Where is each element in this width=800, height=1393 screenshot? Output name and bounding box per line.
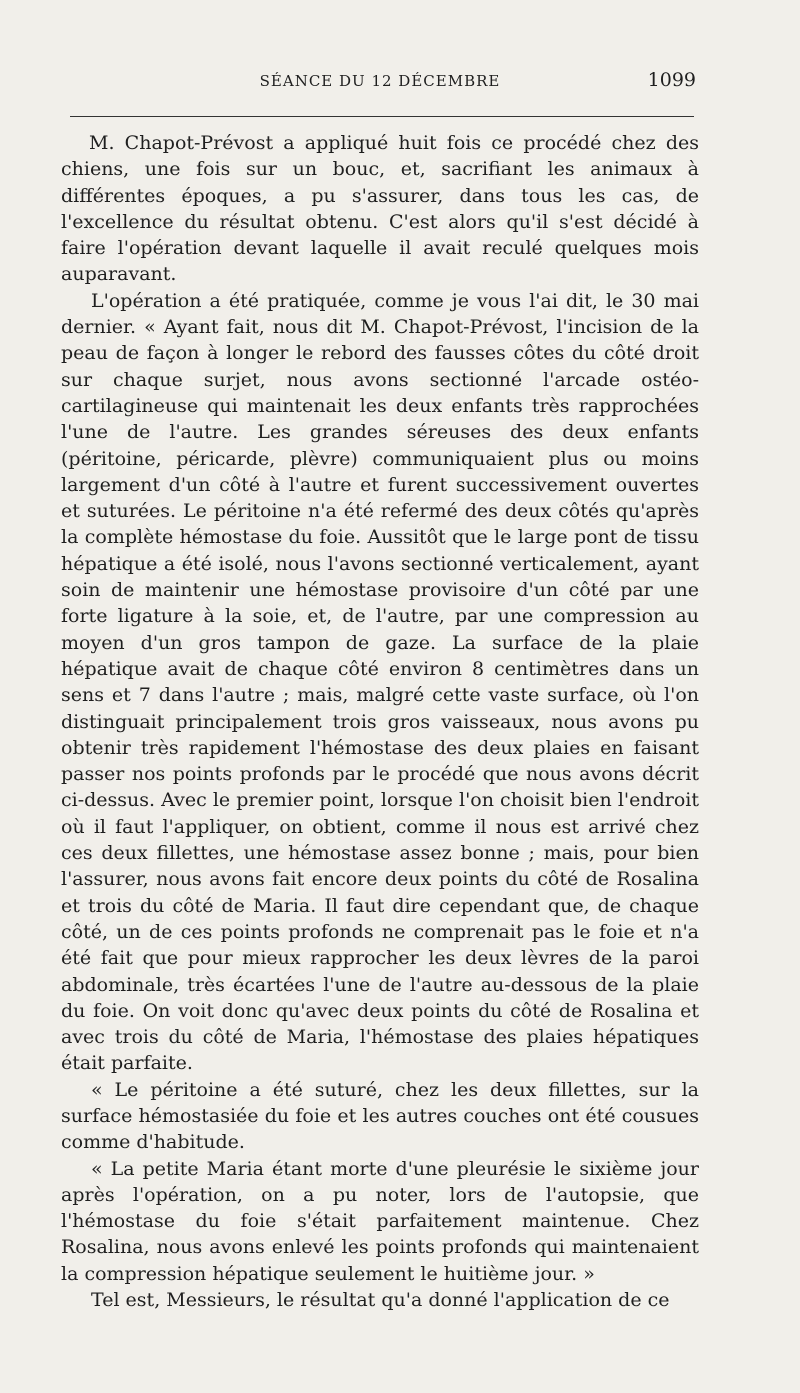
paragraph: L'opération a été pratiquée, comme je vous l'ai dit, le 30 mai dernier. « Ayant fait, nous dit M. Chapot-Prévost, l'incision de la peau de façon à longer le rebord des fausses côtes du côté droit sur chaque surjet, nous avons sectionné l'arcade ostéo-cartilagineuse qui maintenait les deux enfants très rapprochées l'une de l'autre. Les grandes séreuses des deux enfants (péritoine, péricarde, plèvre) communiquaient plus ou moins largement d'un côté à l'autre et furent successivement ouvertes et suturées. Le péritoine n'a été refermé des deux côtés qu'après la complète hémostase du foie. Aussitôt que le large pont de tissu hépatique a été isolé, nous l'avons sectionné verticalement, ayant soin de maintenir une hémostase provisoire d'un côté par une forte ligature à la soie, et, de l'autre, par une compression au moyen d'un gros tampon de gaze. La surface de la plaie hépatique avait de chaque côté environ 8 centimètres dans un sens et 7 dans l'autre ; mais, malgré cette vaste surface, où l'on distinguait principalement trois gros vaisseaux, nous avons pu obtenir très rapidement l'hémostase des deux plaies en faisant passer nos points profonds par le procédé que nous avons décrit ci-dessus. Avec le premier point, lorsque l'on choisit bien l'endroit où il faut l'appliquer, on obtient, comme il nous est arrivé chez ces deux fillettes, une hémostase assez bonne ; mais, pour bien l'assurer, nous avons fait encore deux points du côté de Rosalina et trois du côté de Maria. Il faut dire cependant que, de chaque côté, un de ces points profonds ne comprenait pas le foie et n'a été fait que pour mieux rapprocher les deux lèvres de la paroi abdominale, très écartées l'une de l'autre au-dessous de la plaie du foie. On voit donc qu'avec deux points du côté de Rosalina et avec trois du côté de Maria, l'hémostase des plaies hépatiques était parfaite.: [61, 289, 699, 1075]
body-text: [61, 130, 699, 1313]
running-title: SÉANCE DU 12 DÉCEMBRE: [259, 72, 501, 90]
paragraph: M. Chapot-Prévost a appliqué huit fois ce procédé chez des chiens, une fois sur un bouc, et, sacrifiant les animaux à différentes époques, a pu s'assurer, dans tous les cas, de l'excellence du résultat obtenu. C'est alors qu'il s'est décidé à faire l'opération devant laquelle il avait reculé quelques mois auparavant.: [61, 132, 699, 286]
paragraph: « Le péritoine a été suturé, chez les deux fillettes, sur la surface hémostasiée du foie et les autres couches ont été cousues comme d'habitude.: [61, 1078, 699, 1154]
paragraph: « La petite Maria étant morte d'une pleurésie le sixième jour après l'opération, on a pu noter, lors de l'autopsie, que l'hémostase du foie s'était parfaitement maintenue. Chez Rosalina, nous avons enlevé les points profonds qui maintenaient la compression hépatique seulement le huitième jour. »: [61, 1157, 699, 1285]
page-number: 1099: [647, 69, 696, 91]
header-rule: [70, 116, 694, 117]
paragraph: Tel est, Messieurs, le résultat qu'a donné l'application de ce: [91, 1289, 670, 1312]
page-header: [60, 66, 700, 96]
